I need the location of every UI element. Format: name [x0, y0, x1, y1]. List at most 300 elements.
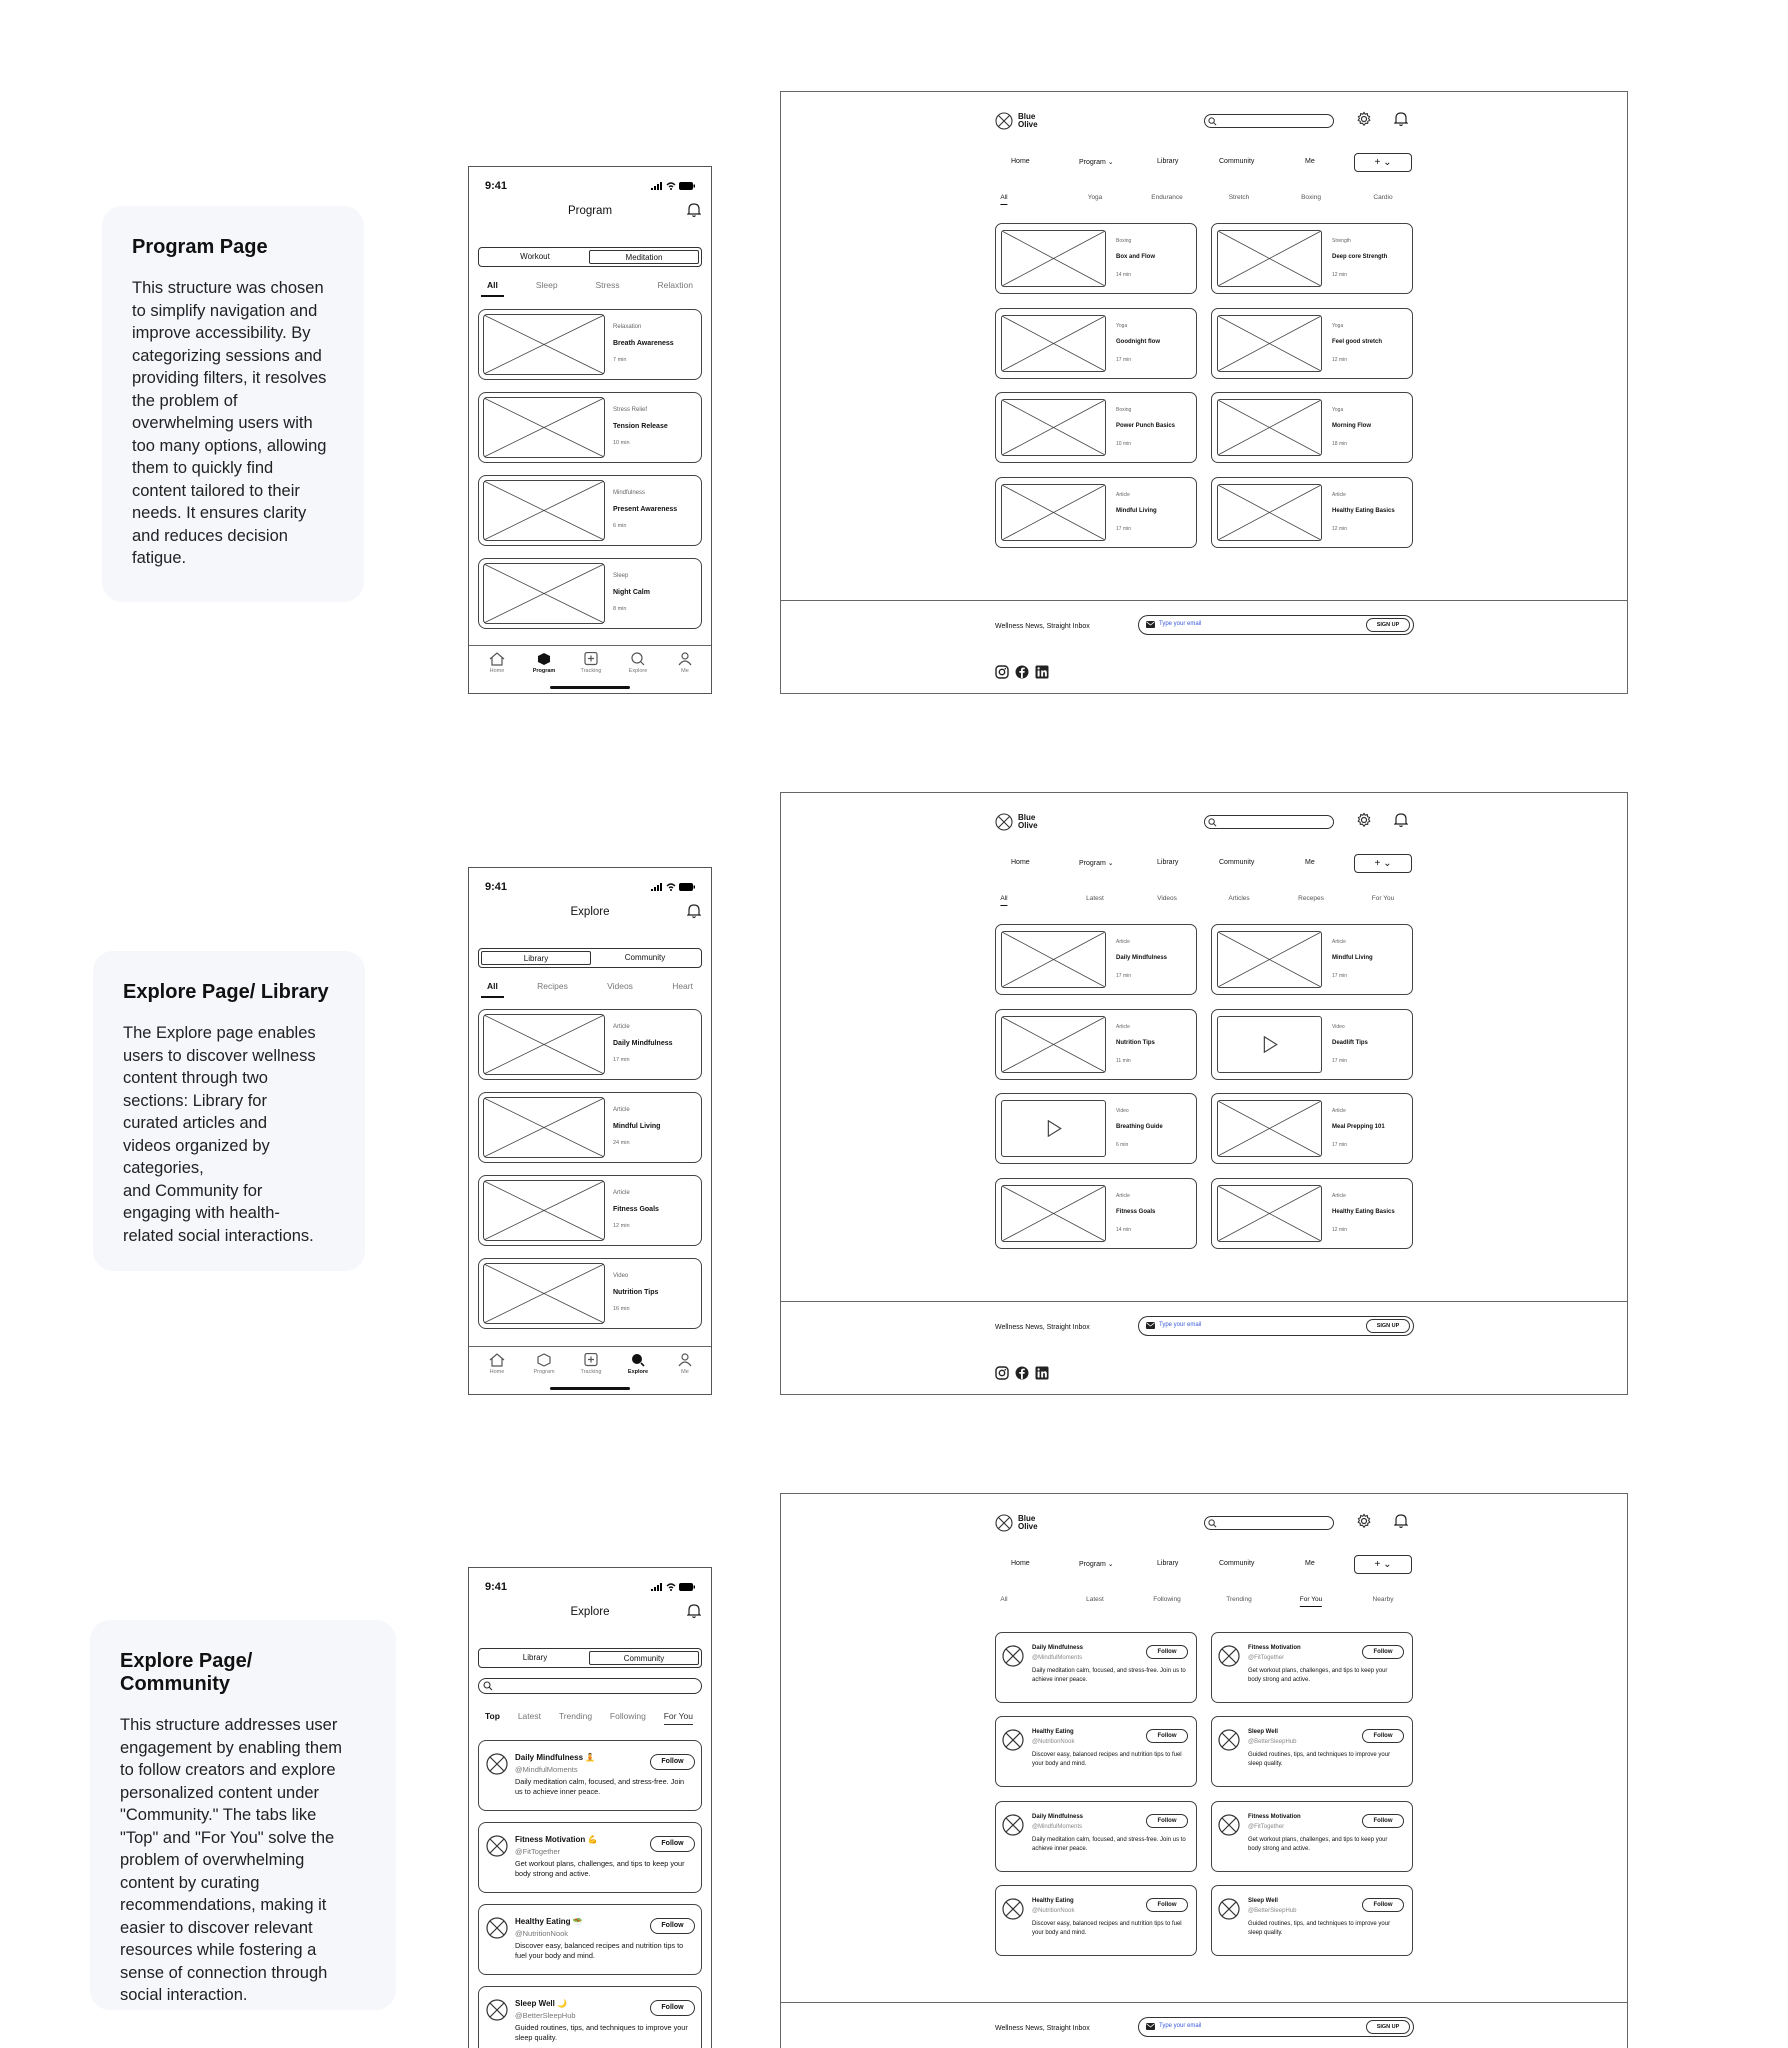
newsletter-label: Wellness News, Straight Inbox	[995, 623, 1090, 630]
library-card[interactable]	[995, 1093, 1197, 1164]
nav-home[interactable]	[475, 1353, 519, 1375]
tab-for-you[interactable]: For You	[1371, 895, 1395, 902]
program-card[interactable]	[1211, 223, 1413, 294]
bell-icon[interactable]	[1394, 812, 1408, 828]
segment-control	[478, 1648, 702, 1668]
bell-icon[interactable]	[687, 1603, 701, 1619]
community-description: Daily meditation calm, focused, and stress-free. Join us to achieve inner peace.	[1032, 1668, 1186, 1683]
image-placeholder	[483, 1097, 605, 1158]
facebook-icon[interactable]	[1015, 1366, 1029, 1380]
community-description: Get workout plans, challenges, and tips to keep your body strong and active.	[515, 1859, 685, 1878]
avatar-placeholder-icon	[486, 1835, 508, 1857]
section-description: This structure addresses user engagement by enabling them to follow creators and explore personalized content under "Community." The tabs like "Top" and "For You" solve the problem of overwhelming content by curating recommendations, making it easier to discover relevant resources while fostering a sense of connection through social interaction.	[120, 1716, 342, 2004]
image-placeholder	[1217, 1100, 1322, 1157]
card-title: Mindful Living	[1116, 508, 1157, 514]
avatar-placeholder-icon	[486, 1999, 508, 2021]
community-name: Sleep Well	[1248, 1898, 1278, 1904]
status-bar	[485, 1580, 695, 1594]
nav-library[interactable]: Library	[1157, 158, 1179, 165]
card-title: Mindful Living	[1332, 955, 1373, 961]
card-title: Daily Mindfulness	[1116, 955, 1168, 961]
instagram-icon[interactable]	[995, 1366, 1009, 1380]
library-card[interactable]	[995, 924, 1197, 995]
tab-all[interactable]: All	[1000, 194, 1007, 205]
avatar-placeholder-icon	[486, 1753, 508, 1775]
video-placeholder	[1001, 1100, 1106, 1157]
sign-up-button[interactable]: SIGN UP	[1366, 618, 1410, 632]
follow-button[interactable]: Follow	[1146, 1898, 1188, 1912]
card-duration: 8 min	[613, 606, 627, 612]
bell-icon[interactable]	[1394, 1513, 1408, 1529]
community-description: Guided routines, tips, and techniques to improve your sleep quality.	[515, 2023, 688, 2042]
card-duration: 11 min	[1116, 1058, 1131, 1064]
logo-text: Blue Olive	[1018, 1514, 1038, 1531]
follow-button[interactable]: Follow	[1146, 1729, 1188, 1743]
card-duration: 17 min	[1332, 1142, 1348, 1148]
community-handle: @BetterSleepHub	[515, 2011, 576, 2020]
tab-following[interactable]: Following	[609, 1711, 646, 1721]
signal-icon	[651, 1583, 663, 1591]
community-post-card[interactable]	[995, 1801, 1197, 1872]
session-card[interactable]	[478, 475, 702, 546]
community-post-card[interactable]	[478, 1904, 702, 1975]
tab-trending[interactable]: Trending	[1226, 1596, 1252, 1603]
chevron-down-icon: ⌄	[1107, 1561, 1114, 1568]
card-title: Feel good stretch	[1332, 339, 1383, 345]
community-name: Healthy Eating 🥗	[515, 1917, 583, 1926]
avatar-placeholder-icon	[1218, 1814, 1240, 1836]
follow-button[interactable]: Follow	[650, 2000, 695, 2016]
nav-label: Home	[489, 668, 505, 674]
section-description: The Explore page enables users to discover wellness content through two sections: Library for curated articles and videos organized by categories, and Community for engaging with health- related social interactions.	[123, 1024, 316, 1245]
nav-label: Program	[532, 668, 556, 674]
logo[interactable]	[995, 1514, 1038, 1532]
tab-boxing[interactable]: Boxing	[1301, 194, 1321, 201]
follow-button[interactable]: Follow	[650, 1918, 695, 1934]
program-card[interactable]	[995, 392, 1197, 463]
status-icons	[651, 883, 695, 891]
session-card[interactable]	[478, 309, 702, 380]
card-title: Box and Flow	[1116, 254, 1155, 260]
image-placeholder	[1217, 931, 1322, 988]
plus-square-icon	[583, 652, 599, 666]
follow-button[interactable]: Follow	[650, 1836, 695, 1852]
image-placeholder	[1001, 1185, 1106, 1242]
tab-latest[interactable]: Latest	[1086, 895, 1104, 902]
card-title: Fitness Goals	[613, 1206, 659, 1213]
community-post-card[interactable]	[1211, 1801, 1413, 1872]
nav-home[interactable]: Home	[1011, 1560, 1030, 1567]
card-category: Yoga	[1116, 323, 1128, 329]
community-handle: @FitTogether	[1248, 1824, 1285, 1830]
card-title: Meal Prepping 101	[1332, 1124, 1385, 1130]
community-description: Daily meditation calm, focused, and stress-free. Join us to achieve inner peace.	[515, 1777, 685, 1796]
card-category: Article	[1332, 939, 1346, 945]
image-placeholder	[1001, 315, 1106, 372]
logo-text: Blue Olive	[1018, 112, 1038, 129]
battery-icon	[679, 1583, 695, 1591]
linkedin-icon[interactable]	[1035, 1366, 1049, 1380]
card-category: Strength	[1332, 238, 1351, 244]
card-category: Relaxation	[613, 324, 642, 330]
tab-for-you[interactable]: For You	[664, 1711, 693, 1725]
gear-icon[interactable]	[1356, 1513, 1372, 1529]
tab-all[interactable]: All	[1000, 1596, 1008, 1603]
session-card[interactable]	[478, 558, 702, 629]
status-bar	[485, 880, 695, 894]
card-category: Article	[1332, 1108, 1346, 1114]
library-card[interactable]	[1211, 1178, 1413, 1249]
card-title: Deep core Strength	[1332, 254, 1388, 260]
user-icon	[677, 652, 693, 666]
community-post-card[interactable]	[995, 1632, 1197, 1703]
bell-icon[interactable]	[687, 903, 701, 919]
nav-program[interactable]	[522, 1353, 566, 1375]
community-post-card[interactable]	[478, 1986, 702, 2048]
tab-recepes[interactable]: Recepes	[1298, 895, 1324, 902]
tab-all[interactable]: All	[1000, 895, 1007, 906]
follow-button[interactable]: Follow	[1146, 1814, 1188, 1828]
community-name: Fitness Motivation	[1248, 1814, 1301, 1820]
logo[interactable]	[995, 813, 1038, 831]
search-input[interactable]	[1204, 815, 1334, 829]
card-duration: 6 min	[1116, 1142, 1129, 1148]
tab-relaxtion[interactable]: Relaxtion	[657, 280, 693, 290]
image-placeholder	[1001, 1016, 1106, 1073]
image-placeholder	[483, 1014, 605, 1075]
card-title: Fitness Goals	[1116, 1209, 1156, 1215]
instagram-icon[interactable]	[995, 665, 1009, 679]
community-handle: @NutritionNook	[515, 1929, 569, 1938]
signal-icon	[651, 883, 663, 891]
tab-latest[interactable]: Latest	[517, 1711, 541, 1721]
library-card[interactable]	[1211, 1009, 1413, 1080]
card-duration: 17 min	[1116, 973, 1132, 979]
follow-button[interactable]: Follow	[1362, 1729, 1404, 1743]
web-community-screen	[780, 1493, 1628, 2048]
sign-up-button[interactable]: SIGN UP	[1366, 2020, 1410, 2034]
nav-library[interactable]: Library	[1157, 859, 1179, 866]
card-category: Yoga	[1332, 323, 1344, 329]
search-icon	[1208, 1519, 1217, 1528]
status-time: 9:41	[485, 881, 508, 893]
email-placeholder: Type your email	[1159, 621, 1202, 627]
nav-community[interactable]: Community	[1219, 1560, 1255, 1567]
card-duration: 17 min	[1116, 357, 1132, 363]
nav-program[interactable]	[1079, 1560, 1114, 1568]
add-button[interactable]: + ⌄	[1354, 854, 1412, 873]
email-field[interactable]	[1138, 1316, 1414, 1336]
community-handle: @MindfulMoments	[515, 1765, 578, 1774]
avatar-placeholder-icon	[1002, 1898, 1024, 1920]
nav-label: Explore	[628, 668, 648, 674]
tab-recipes[interactable]: Recipes	[537, 981, 568, 991]
nav-program[interactable]	[522, 652, 566, 674]
content-card[interactable]	[478, 1175, 702, 1246]
community-post-card[interactable]	[1211, 1632, 1413, 1703]
card-duration: 12 min	[1332, 357, 1348, 363]
card-category: Yoga	[1332, 407, 1344, 413]
follow-button[interactable]: Follow	[1146, 1645, 1188, 1659]
email-field[interactable]	[1138, 615, 1414, 635]
nav-tracking[interactable]	[569, 1353, 613, 1375]
image-placeholder	[1217, 230, 1322, 287]
community-name: Sleep Well 🌙	[515, 1999, 568, 2008]
nav-label: Tracking	[580, 668, 602, 674]
search-icon	[1208, 818, 1217, 827]
image-placeholder	[483, 314, 605, 375]
card-duration: 12 min	[1332, 526, 1348, 532]
explore-icon	[630, 652, 646, 666]
tab-yoga[interactable]: Yoga	[1087, 194, 1103, 201]
mail-icon	[1146, 2023, 1155, 2030]
card-duration: 14 min	[1116, 272, 1132, 278]
card-duration: 7 min	[613, 357, 627, 363]
card-duration: 12 min	[1332, 272, 1348, 278]
chevron-down-icon: ⌄	[1107, 860, 1114, 867]
card-category: Article	[1116, 492, 1130, 498]
card-title: Healthy Eating Basics	[1332, 1209, 1395, 1215]
avatar-placeholder-icon	[1218, 1645, 1240, 1667]
nav-library[interactable]: Library	[1157, 1560, 1179, 1567]
home-indicator	[550, 1387, 630, 1390]
tab-articles[interactable]: Articles	[1228, 895, 1250, 902]
avatar-placeholder-icon	[1002, 1814, 1024, 1836]
segment-community[interactable]: Community	[589, 1651, 699, 1665]
follow-button[interactable]: Follow	[1362, 1645, 1404, 1659]
card-title: Present Awareness	[613, 506, 678, 513]
card-category: Video	[613, 1273, 629, 1279]
search-input[interactable]	[1204, 114, 1334, 128]
community-name: Sleep Well	[1248, 1729, 1278, 1735]
nav-explore[interactable]	[616, 652, 660, 674]
community-description-card	[90, 1620, 396, 2010]
nav-me[interactable]: Me	[1305, 859, 1315, 866]
home-icon	[489, 1353, 505, 1367]
nav-me[interactable]	[663, 652, 707, 674]
search-input[interactable]	[478, 1678, 702, 1694]
gear-icon[interactable]	[1356, 111, 1372, 127]
library-card[interactable]	[1211, 924, 1413, 995]
program-description-card	[102, 206, 364, 602]
search-icon	[483, 1681, 493, 1691]
tab-all[interactable]: All	[481, 280, 504, 297]
nav-home[interactable]: Home	[1011, 158, 1030, 165]
nav-program[interactable]	[1079, 158, 1114, 166]
content-card[interactable]	[478, 1258, 702, 1329]
tab-endurance[interactable]: Endurance	[1151, 194, 1183, 201]
image-placeholder	[1217, 484, 1322, 541]
card-title: Healthy Eating Basics	[1332, 508, 1395, 514]
mobile-community-screen	[468, 1567, 712, 2048]
community-name: Daily Mindfulness	[1032, 1645, 1084, 1651]
program-card[interactable]	[995, 308, 1197, 379]
community-post-card[interactable]	[478, 1822, 702, 1893]
community-description: Discover easy, balanced recipes and nutrition tips to fuel your body and mind.	[1032, 1921, 1182, 1936]
card-duration: 10 min	[613, 440, 630, 446]
linkedin-icon[interactable]	[1035, 665, 1049, 679]
plus-square-icon	[583, 1353, 599, 1367]
card-title: Breathing Guide	[1116, 1124, 1163, 1130]
newsletter-label: Wellness News, Straight Inbox	[995, 2025, 1090, 2032]
avatar-placeholder-icon	[1002, 1729, 1024, 1751]
filter-tabs	[481, 280, 699, 297]
card-title: Nutrition Tips	[1116, 1040, 1155, 1046]
nav-community[interactable]: Community	[1219, 859, 1255, 866]
community-handle: @FitTogether	[1248, 1655, 1285, 1661]
nav-home[interactable]	[475, 652, 519, 674]
program-card[interactable]	[1211, 392, 1413, 463]
footer	[781, 600, 1627, 694]
nav-label: Me	[681, 668, 689, 674]
nav-explore[interactable]	[616, 1353, 660, 1375]
image-placeholder	[1217, 315, 1322, 372]
nav-label: Program	[1079, 860, 1106, 867]
card-duration: 18 min	[1332, 441, 1348, 447]
logo-icon	[995, 813, 1013, 831]
tab-cardio[interactable]: Cardio	[1373, 194, 1393, 201]
facebook-icon[interactable]	[1015, 665, 1029, 679]
card-duration: 14 min	[1116, 1227, 1132, 1233]
segment-library[interactable]: Library	[522, 1653, 548, 1662]
program-card[interactable]	[1211, 477, 1413, 548]
card-category: Article	[1332, 1193, 1346, 1199]
tab-top[interactable]: Top	[485, 1711, 500, 1721]
wifi-icon	[666, 883, 676, 891]
logo-icon	[995, 1514, 1013, 1532]
community-name: Daily Mindfulness 🧘	[515, 1753, 596, 1762]
library-card[interactable]	[995, 1178, 1197, 1249]
card-category: Article	[1116, 1193, 1130, 1199]
wifi-icon	[666, 182, 676, 190]
nav-tracking[interactable]	[569, 652, 613, 674]
nav-community[interactable]: Community	[1219, 158, 1255, 165]
bottom-tab-bar	[469, 645, 711, 693]
program-card[interactable]	[1211, 308, 1413, 379]
chevron-down-icon: ⌄	[1107, 159, 1114, 166]
follow-button[interactable]: Follow	[650, 1754, 695, 1770]
follow-button[interactable]: Follow	[1362, 1814, 1404, 1828]
follow-button[interactable]: Follow	[1362, 1898, 1404, 1912]
add-button[interactable]: + ⌄	[1354, 153, 1412, 172]
logo[interactable]	[995, 112, 1038, 130]
image-placeholder	[1217, 1185, 1322, 1242]
card-duration: 10 min	[1116, 441, 1132, 447]
bell-icon[interactable]	[687, 202, 701, 218]
email-field[interactable]	[1138, 2017, 1414, 2037]
session-card[interactable]	[478, 392, 702, 463]
logo-text: Blue Olive	[1018, 813, 1038, 830]
page-title: Explore	[570, 906, 610, 918]
add-button[interactable]: + ⌄	[1354, 1555, 1412, 1574]
nav-label: Program	[1079, 159, 1106, 166]
tab-stress[interactable]: Stress	[595, 280, 620, 290]
wifi-icon	[666, 1583, 676, 1591]
content-card[interactable]	[478, 1009, 702, 1080]
card-title: Deadlift Tips	[1332, 1040, 1368, 1046]
tab-trending[interactable]: Trending	[558, 1711, 593, 1721]
program-icon	[536, 1353, 552, 1367]
section-description: This structure was chosen to simplify navigation and improve accessibility. By categorizing sessions and providing filters, it resolves the problem of overwhelming users with too many options, allowing them to quickly find content tailored to their needs. It ensures clarity and reduces decision fatigue.	[132, 279, 327, 567]
program-card[interactable]	[995, 477, 1197, 548]
nav-program[interactable]	[1079, 859, 1114, 867]
play-icon	[1264, 1037, 1276, 1052]
sign-up-button[interactable]: SIGN UP	[1366, 1319, 1410, 1333]
email-placeholder: Type your email	[1159, 2023, 1202, 2029]
tab-heart[interactable]: Heart	[672, 981, 693, 991]
community-handle: @BetterSleepHub	[1248, 1739, 1297, 1745]
community-post-card[interactable]	[1211, 1716, 1413, 1787]
content-card[interactable]	[478, 1092, 702, 1163]
nav-home[interactable]: Home	[1011, 859, 1030, 866]
program-card[interactable]	[995, 223, 1197, 294]
nav-label: Home	[489, 1369, 505, 1375]
search-input[interactable]	[1204, 1516, 1334, 1530]
avatar-placeholder-icon	[1218, 1898, 1240, 1920]
nav-label: Explore	[627, 1369, 649, 1375]
nav-me[interactable]	[663, 1353, 707, 1375]
segment-workout[interactable]: Workout	[520, 252, 550, 261]
signal-icon	[651, 182, 663, 190]
newsletter-label: Wellness News, Straight Inbox	[995, 1324, 1090, 1331]
card-category: Article	[1116, 939, 1130, 945]
segment-community[interactable]: Community	[624, 953, 666, 962]
card-category: Video	[1332, 1024, 1345, 1030]
card-category: Boxing	[1116, 238, 1132, 244]
library-card[interactable]	[995, 1009, 1197, 1080]
tab-sleep[interactable]: Sleep	[535, 280, 558, 290]
home-indicator	[550, 686, 630, 689]
footer	[781, 2002, 1627, 2048]
nav-me[interactable]: Me	[1305, 1560, 1315, 1567]
tab-videos[interactable]: Videos	[607, 981, 633, 991]
community-description: Guided routines, tips, and techniques to improve your sleep quality.	[1248, 1752, 1391, 1767]
image-placeholder	[483, 1263, 605, 1324]
web-library-screen	[780, 792, 1628, 1395]
library-card[interactable]	[1211, 1093, 1413, 1164]
section-title: Program Page	[132, 236, 268, 258]
card-category: Article	[613, 1107, 630, 1113]
card-title: Mindful Living	[613, 1123, 661, 1130]
tab-following[interactable]: Following	[1153, 1596, 1181, 1603]
community-post-card[interactable]	[995, 1885, 1197, 1956]
community-post-card[interactable]	[478, 1740, 702, 1811]
card-duration: 12 min	[613, 1223, 630, 1229]
community-post-card[interactable]	[1211, 1885, 1413, 1956]
segment-library[interactable]: Library	[481, 951, 591, 965]
card-category: Boxing	[1116, 407, 1132, 413]
segment-meditation[interactable]: Meditation	[589, 250, 699, 264]
tab-stretch[interactable]: Stretch	[1228, 194, 1250, 201]
mobile-program-screen	[468, 166, 712, 694]
community-post-card[interactable]	[995, 1716, 1197, 1787]
tab-for-you[interactable]: For You	[1300, 1596, 1322, 1607]
card-category: Sleep	[613, 573, 629, 579]
social-links	[995, 665, 1049, 679]
avatar-placeholder-icon	[486, 1917, 508, 1939]
tab-videos[interactable]: Videos	[1157, 895, 1177, 902]
card-category: Article	[613, 1024, 630, 1030]
tab-nearby[interactable]: Nearby	[1372, 1596, 1394, 1603]
bell-icon[interactable]	[1394, 111, 1408, 127]
tab-latest[interactable]: Latest	[1086, 1596, 1104, 1603]
card-title: Tension Release	[613, 423, 668, 430]
nav-me[interactable]: Me	[1305, 158, 1315, 165]
community-description: Get workout plans, challenges, and tips to keep your body strong and active.	[1248, 1668, 1388, 1683]
tab-all[interactable]: All	[481, 981, 504, 998]
avatar-placeholder-icon	[1218, 1729, 1240, 1751]
gear-icon[interactable]	[1356, 812, 1372, 828]
